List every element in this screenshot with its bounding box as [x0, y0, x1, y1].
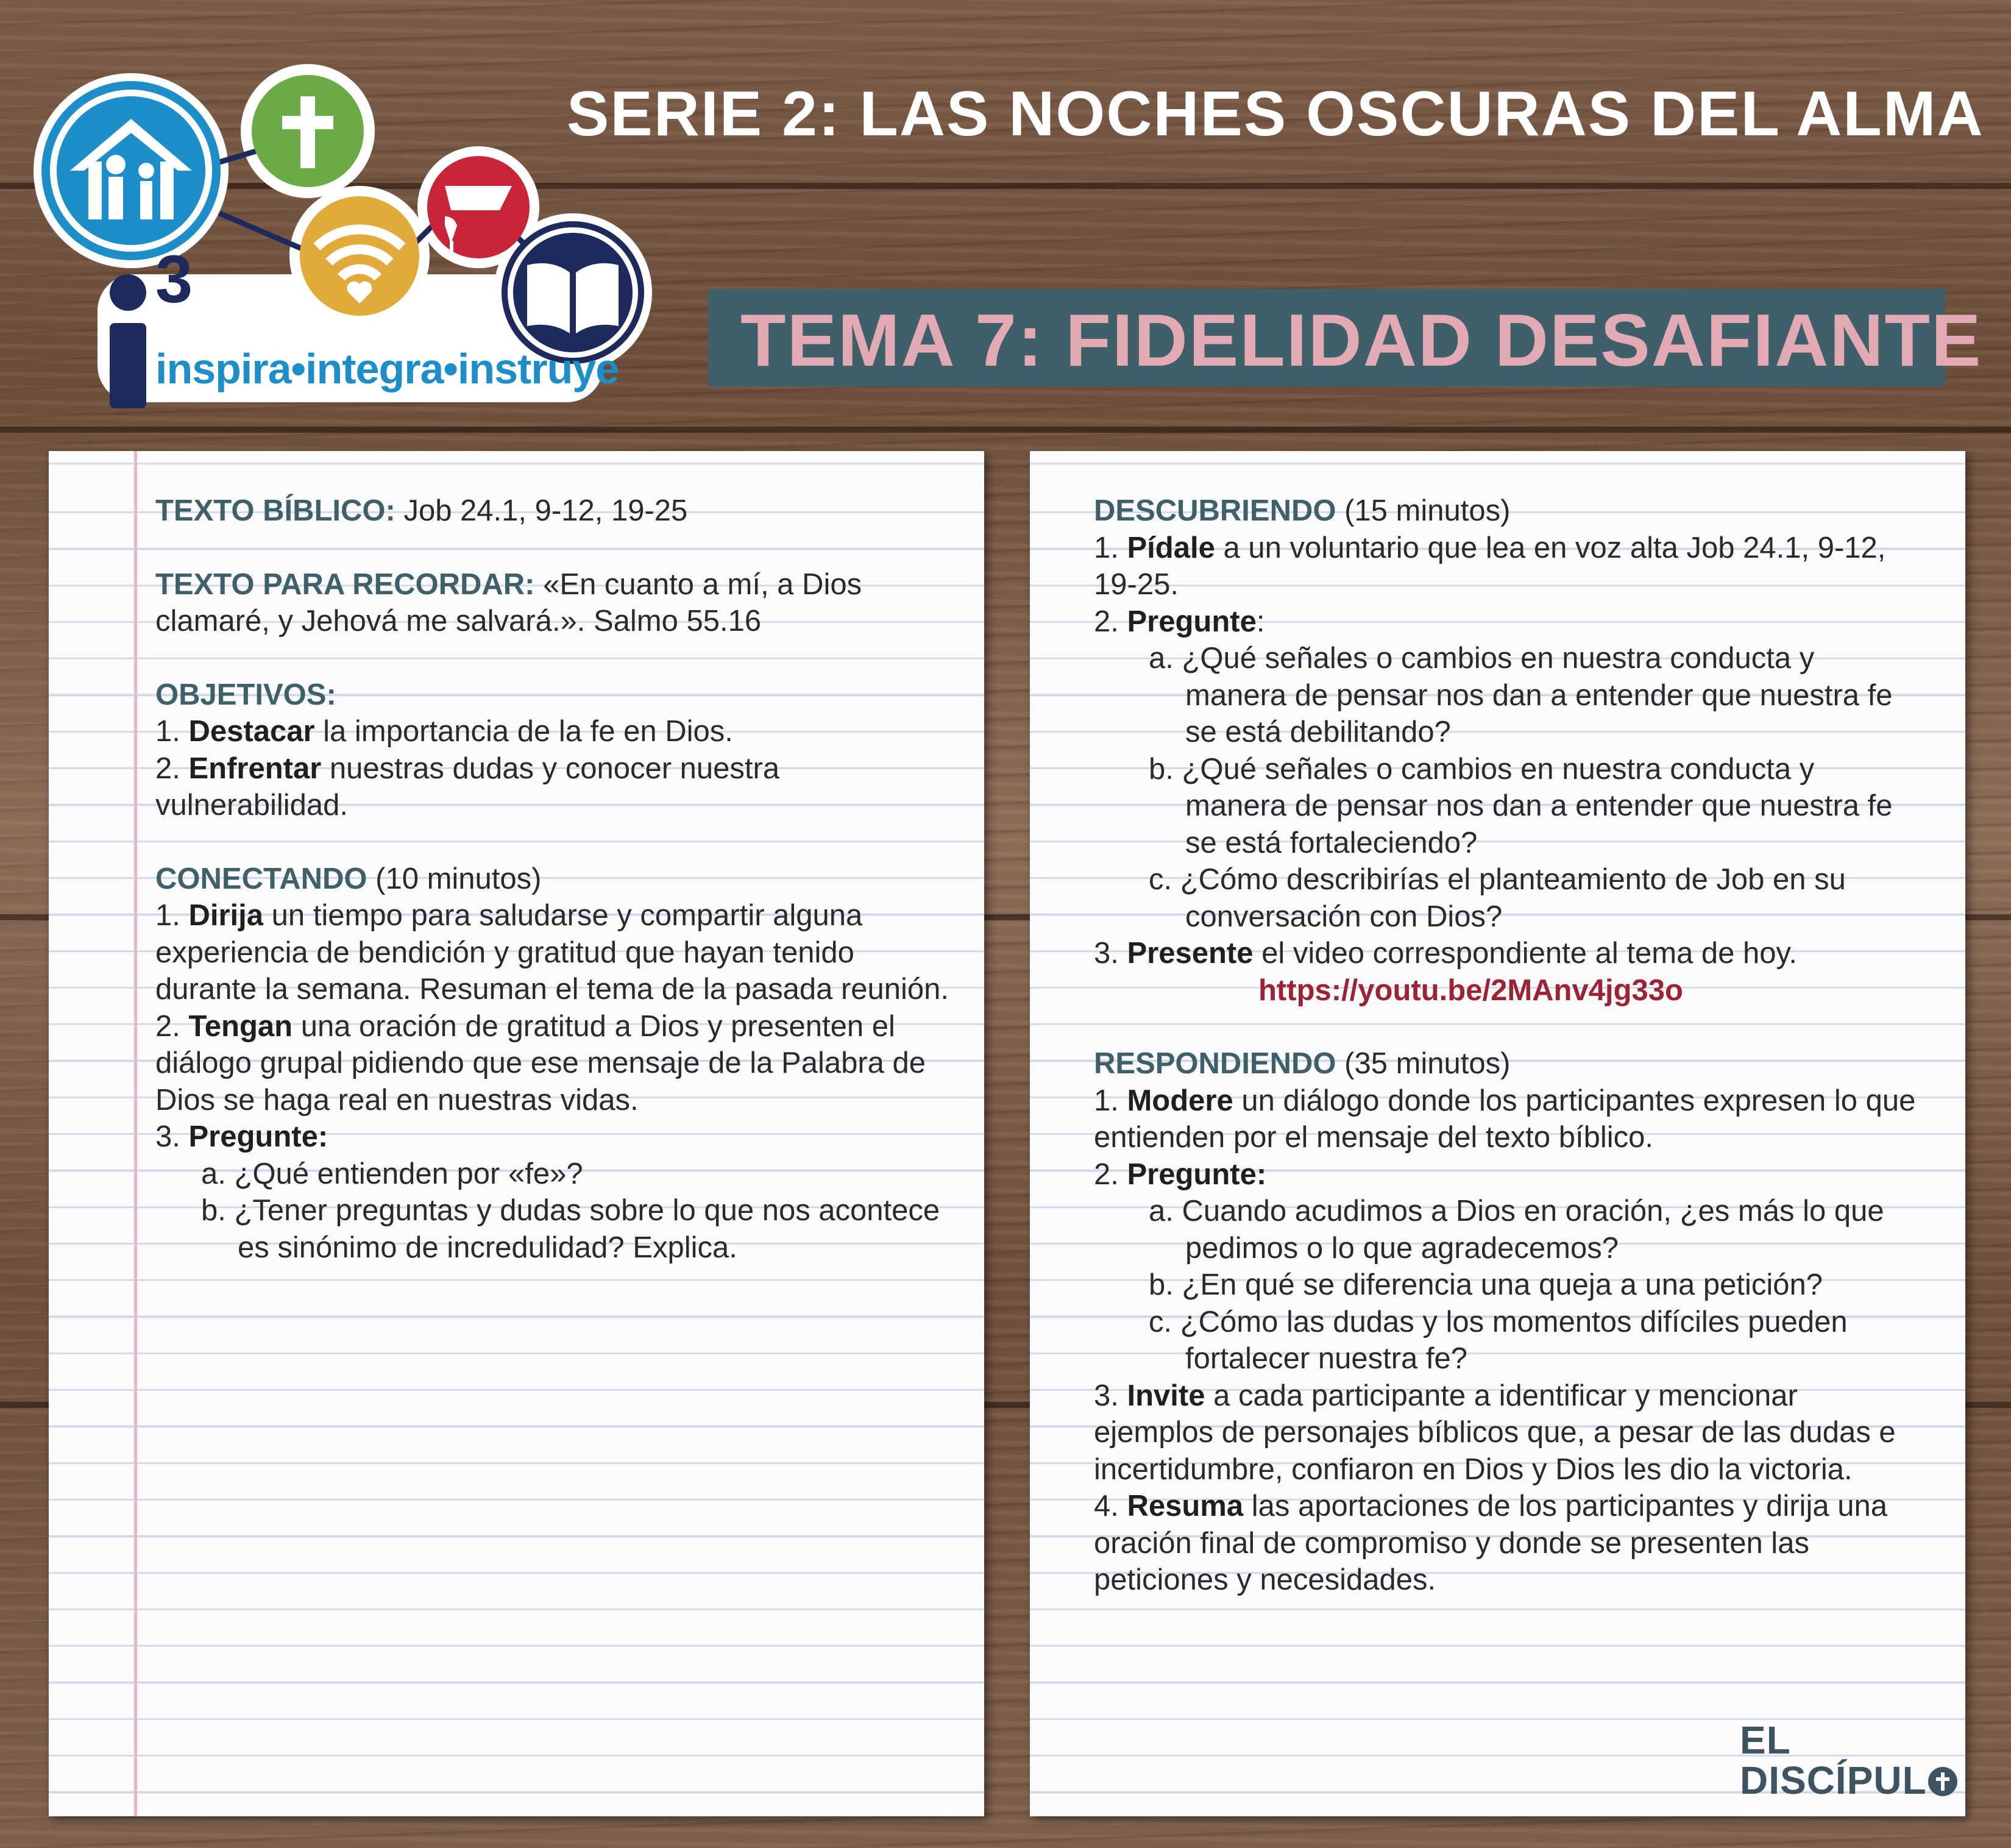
respondiendo-item: 1. Modere un diálogo donde los participantes expresen lo que entienden por el mensaje del texto bíblico.	[1094, 1084, 1916, 1154]
descubriendo-item: 1. Pídale a un voluntario que lea en voz alta Job 24.1, 9-12, 19-25.	[1094, 531, 1886, 601]
conectando-item: 1. Dirija un tiempo para saludarse y compartir alguna experiencia de bendición y gratitud que hayan tenido durante la semana. Resuman el tema de la pasada reunión.	[155, 899, 949, 1006]
theme-title: TEMA 7: FIDELIDAD DESAFIANTE	[740, 299, 1982, 382]
descubriendo-heading: DESCUBRIENDO (15 minutos)	[1094, 494, 1511, 527]
el-discipulo-logo	[1740, 1720, 1957, 1800]
descubriendo-item: 3. Presente el video correspondiente al tema de hoy.	[1094, 937, 1798, 970]
texto-recordar: TEXTO PARA RECORDAR: «En cuanto a mí, a Dios clamaré, y Jehová me salvará.». Salmo 55.16	[155, 567, 862, 638]
book-icon	[505, 224, 641, 361]
brand-line1: EL	[1740, 1718, 1791, 1762]
texto-biblico: TEXTO BÍBLICO: Job 24.1, 9-12, 19-25	[155, 494, 688, 527]
wood-plank-seam	[0, 427, 2011, 433]
question-item: a. ¿Qué entienden por «fe»?	[201, 1157, 583, 1190]
respondiendo-item: 2. Pregunte:	[1094, 1157, 1267, 1191]
video-link[interactable]: https://youtu.be/2MAnv4jg33o	[1258, 973, 1683, 1007]
left-column	[155, 492, 954, 1266]
series-title: SERIE 2: LAS NOCHES OSCURAS DEL ALMA	[567, 79, 1984, 149]
right-column	[1094, 492, 1923, 1599]
margin-line	[134, 451, 137, 1816]
respondiendo-item: 3. Invite a cada participante a identificar y mencionar ejemplos de personajes bíblicos que, a pesar de las dudas e incertidumbre, confiaron en Dios y Dios les dio la victoria.	[1094, 1379, 1896, 1486]
conectando-heading: CONECTANDO (10 minutos)	[155, 862, 542, 895]
objetivos-heading: OBJETIVOS:	[155, 678, 336, 711]
brand-line2: DISCÍPUL	[1740, 1760, 1957, 1800]
cross-icon	[252, 75, 364, 187]
question-item: c. ¿Cómo las dudas y los momentos difíciles pueden fortalecer nuestra fe?	[1149, 1305, 1848, 1375]
respondiendo-heading: RESPONDIENDO (35 minutos)	[1094, 1047, 1511, 1080]
objetivo-item: 2. Enfrentar nuestras dudas y conocer nuestra vulnerabilidad.	[155, 752, 780, 822]
logo-tagline: inspira•integra•instruye	[155, 345, 619, 393]
cross-icon	[1928, 1767, 1957, 1796]
question-item: a. ¿Qué señales o cambios en nuestra conducta y manera de pensar nos dan a entender que nuestra fe se está debilitando?	[1149, 642, 1893, 748]
wifi-heart-icon	[300, 196, 419, 316]
descubriendo-item: 2. Pregunte:	[1094, 605, 1265, 638]
objetivo-item: 1. Destacar la importancia de la fe en Dios.	[155, 715, 733, 748]
respondiendo-item: 4. Resuma las aportaciones de los participantes y dirija una oración final de compromiso y donde se presenten las peticiones y necesidades.	[1094, 1490, 1887, 1596]
question-item: c. ¿Cómo describirías el planteamiento de Job en su conversación con Dios?	[1149, 863, 1846, 933]
question-item: b. ¿Qué señales o cambios en nuestra conducta y manera de pensar nos dan a entender que nuestra fe se está fortaleciendo?	[1149, 752, 1893, 859]
question-item: a. Cuando acudimos a Dios en oración, ¿es más lo que pedimos o lo que agradecemos?	[1149, 1195, 1884, 1265]
logo-superscript: 3	[155, 242, 193, 317]
communion-icon	[427, 156, 530, 258]
conectando-item: 3. Pregunte:	[155, 1120, 328, 1153]
question-item: b. ¿En qué se diferencia una queja a una petición?	[1149, 1268, 1823, 1301]
question-item: b. ¿Tener preguntas y dudas sobre lo que nos acontece es sinónimo de incredulidad? Explica.	[201, 1194, 940, 1264]
family-house-icon	[46, 85, 216, 256]
logo-i-letter	[104, 274, 152, 408]
conectando-item: 2. Tengan una oración de gratitud a Dios y presenten el diálogo grupal pidiendo que ese mensaje de la Palabra de Dios se haga real en nuestras vidas.	[155, 1009, 926, 1117]
